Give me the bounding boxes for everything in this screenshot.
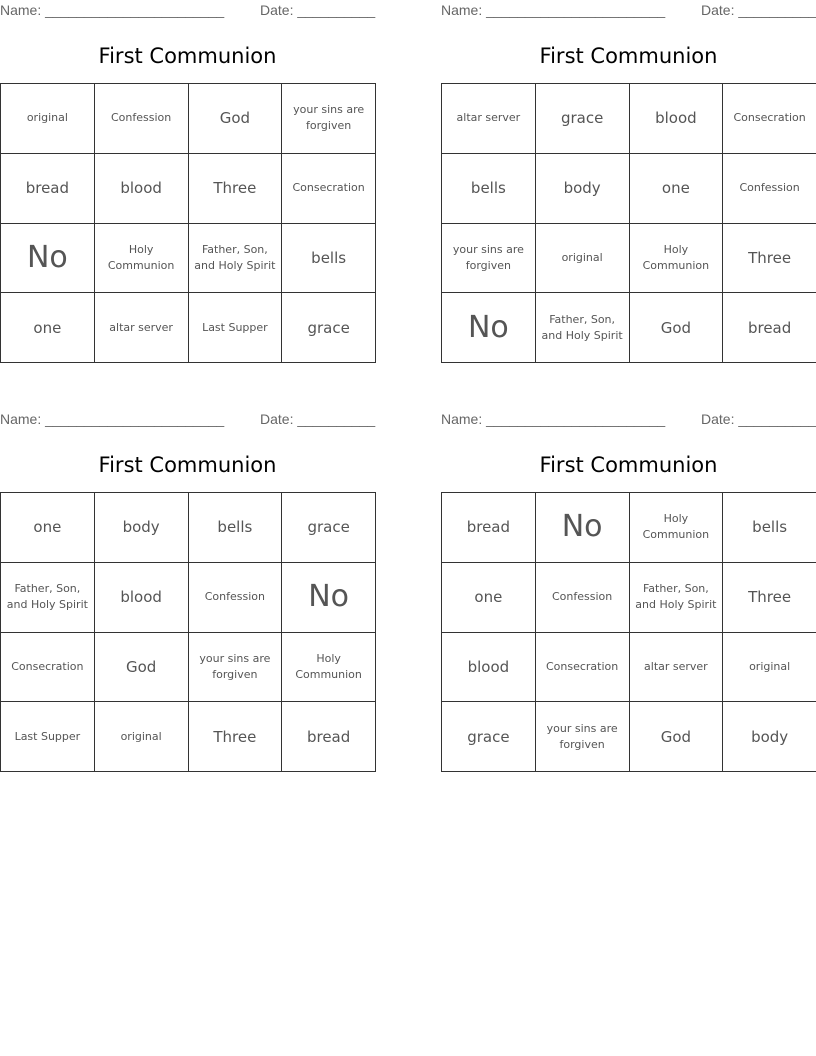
grid-row <box>1 702 376 772</box>
bingo-cell: God <box>188 84 282 154</box>
grid-row <box>442 223 816 293</box>
bingo-cell: blood <box>94 153 188 223</box>
bingo-card-1 <box>0 0 375 375</box>
bingo-cell: Confession <box>535 562 629 632</box>
bingo-cell: bells <box>188 493 282 563</box>
bingo-cell: grace <box>282 293 376 363</box>
card-title: First Communion <box>98 453 277 477</box>
date-field: Date: __________ <box>260 411 376 427</box>
bingo-cell: body <box>94 493 188 563</box>
name-date-line <box>0 410 375 428</box>
bingo-cell: Last Supper <box>188 293 282 363</box>
bingo-cell: one <box>1 293 95 363</box>
bingo-cell: body <box>535 153 629 223</box>
bingo-cell: original <box>723 632 816 702</box>
bingo-cell: one <box>442 562 536 632</box>
bingo-cell: original <box>1 84 95 154</box>
bingo-cell: Consecration <box>535 632 629 702</box>
bingo-cell: Three <box>188 702 282 772</box>
date-field: Date: __________ <box>701 411 816 427</box>
bingo-cell: blood <box>629 84 723 154</box>
date-field: Date: __________ <box>701 2 816 18</box>
grid-row <box>1 293 376 363</box>
bingo-cell: God <box>629 293 723 363</box>
grid-row <box>442 293 816 363</box>
bingo-cell: bells <box>723 493 816 563</box>
bingo-cell: Holy Communion <box>282 632 376 702</box>
name-date-line <box>0 1 375 19</box>
bingo-cell: your sins are forgiven <box>535 702 629 772</box>
bingo-cell: body <box>723 702 816 772</box>
grid-row <box>1 562 376 632</box>
bingo-cell: blood <box>442 632 536 702</box>
bingo-cell: Confession <box>188 562 282 632</box>
card-title: First Communion <box>539 453 718 477</box>
bingo-cell: your sins are forgiven <box>188 632 282 702</box>
grid-row <box>442 493 816 563</box>
grid-row <box>442 153 816 223</box>
grid-row <box>442 702 816 772</box>
name-field: Name: _______________________ <box>441 411 666 427</box>
bingo-cell: bread <box>282 702 376 772</box>
bingo-grid <box>441 492 816 772</box>
bingo-cell: Consecration <box>1 632 95 702</box>
bingo-cell: God <box>629 702 723 772</box>
bingo-cell: No <box>442 293 536 363</box>
bingo-grid <box>441 83 816 363</box>
bingo-grid <box>0 492 376 772</box>
bingo-cell: bread <box>723 293 816 363</box>
bingo-cell: your sins are forgiven <box>282 84 376 154</box>
card-title: First Communion <box>98 44 277 68</box>
bingo-cell: Confession <box>94 84 188 154</box>
bingo-cell: Three <box>723 223 816 293</box>
bingo-cell: altar server <box>629 632 723 702</box>
bingo-cell: original <box>535 223 629 293</box>
bingo-cell: Holy Communion <box>629 223 723 293</box>
bingo-cell: grace <box>442 702 536 772</box>
name-field: Name: _______________________ <box>0 2 225 18</box>
bingo-cell: Three <box>188 153 282 223</box>
bingo-card-2 <box>441 0 816 375</box>
bingo-cell: No <box>1 223 95 293</box>
bingo-cell: Confession <box>723 153 816 223</box>
bingo-cell: grace <box>282 493 376 563</box>
bingo-cell: grace <box>535 84 629 154</box>
bingo-cell: one <box>629 153 723 223</box>
bingo-cell: Father, Son, and Holy Spirit <box>188 223 282 293</box>
bingo-cell: Father, Son, and Holy Spirit <box>629 562 723 632</box>
bingo-card-4 <box>441 409 816 784</box>
bingo-cell: bread <box>442 493 536 563</box>
grid-row <box>1 84 376 154</box>
grid-row <box>1 493 376 563</box>
bingo-cell: bells <box>442 153 536 223</box>
bingo-card-3 <box>0 409 375 784</box>
bingo-cell: Holy Communion <box>94 223 188 293</box>
bingo-cell: Holy Communion <box>629 493 723 563</box>
bingo-cell: No <box>282 562 376 632</box>
bingo-cell: Consecration <box>282 153 376 223</box>
bingo-cell: God <box>94 632 188 702</box>
name-field: Name: _______________________ <box>441 2 666 18</box>
bingo-cell: bells <box>282 223 376 293</box>
grid-row <box>442 84 816 154</box>
bingo-cell: Last Supper <box>1 702 95 772</box>
name-date-line <box>441 1 816 19</box>
grid-row <box>1 223 376 293</box>
name-date-line <box>441 410 816 428</box>
bingo-cell: altar server <box>442 84 536 154</box>
date-field: Date: __________ <box>260 2 376 18</box>
bingo-grid <box>0 83 376 363</box>
bingo-cell: blood <box>94 562 188 632</box>
grid-row <box>442 562 816 632</box>
grid-row <box>442 632 816 702</box>
bingo-cell: Three <box>723 562 816 632</box>
grid-row <box>1 153 376 223</box>
bingo-cell: Father, Son, and Holy Spirit <box>1 562 95 632</box>
name-field: Name: _______________________ <box>0 411 225 427</box>
bingo-cell: one <box>1 493 95 563</box>
bingo-cell: Father, Son, and Holy Spirit <box>535 293 629 363</box>
card-title: First Communion <box>539 44 718 68</box>
bingo-cell: your sins are forgiven <box>442 223 536 293</box>
grid-row <box>1 632 376 702</box>
bingo-cell: bread <box>1 153 95 223</box>
bingo-cell: No <box>535 493 629 563</box>
bingo-cell: original <box>94 702 188 772</box>
bingo-cell: Consecration <box>723 84 816 154</box>
bingo-cell: altar server <box>94 293 188 363</box>
